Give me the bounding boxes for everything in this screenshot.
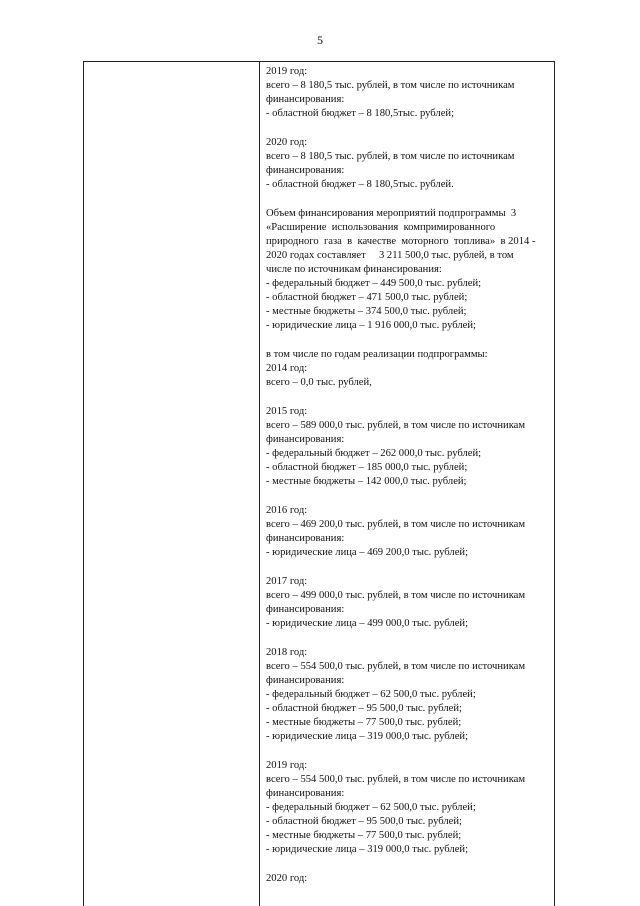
- paragraph-gap: [266, 857, 552, 872]
- text-line: всего – 0,0 тыс. рублей,: [266, 377, 372, 388]
- text-line: - юридические лица – 469 200,0 тыс. рублей;: [266, 547, 469, 558]
- text-line: - федеральный бюджет – 62 500,0 тыс. рублей;: [266, 802, 476, 813]
- page-number: 5: [317, 33, 323, 47]
- financing-table: [83, 61, 555, 906]
- text-line: 2016 год:: [266, 505, 308, 516]
- text-line: всего – 8 180,5 тыс. рублей, в том числе по источникам: [266, 151, 515, 162]
- text-line: финансирования:: [266, 94, 345, 105]
- text-line: 2018 год:: [266, 647, 308, 658]
- paragraph-gap: [266, 390, 552, 405]
- text-line: финансирования:: [266, 788, 345, 799]
- paragraph-gap: [266, 560, 552, 575]
- text-line: - федеральный бюджет – 262 000,0 тыс. рублей;: [266, 448, 482, 459]
- text-line: - областной бюджет – 95 500,0 тыс. рублей;: [266, 703, 462, 714]
- text-line: - юридические лица – 319 000,0 тыс. рублей;: [266, 731, 469, 742]
- text-line: 2017 год:: [266, 576, 308, 587]
- text-line: всего – 589 000,0 тыс. рублей, в том числе по источникам: [266, 420, 526, 431]
- column-divider: [259, 62, 260, 906]
- text-line: - областной бюджет – 471 500,0 тыс. рублей;: [266, 292, 468, 303]
- text-line: Объем финансирования мероприятий подпрограммы 3: [266, 208, 517, 219]
- text-line: - местные бюджеты – 77 500,0 тыс. рублей;: [266, 717, 462, 728]
- paragraph-gap: [266, 631, 552, 646]
- text-line: - юридические лица – 1 916 000,0 тыс. рублей;: [266, 320, 476, 331]
- text-line: - федеральный бюджет – 449 500,0 тыс. рублей;: [266, 278, 482, 289]
- text-line: 2020 год:: [266, 137, 308, 148]
- text-line: - областной бюджет – 8 180,5тыс. рублей;: [266, 108, 455, 119]
- text-line: - местные бюджеты – 77 500,0 тыс. рублей;: [266, 830, 462, 841]
- text-line: 2019 год:: [266, 66, 308, 77]
- text-line: - местные бюджеты – 142 000,0 тыс. рублей;: [266, 476, 467, 487]
- paragraph-gap: [266, 192, 552, 207]
- text-line: всего – 469 200,0 тыс. рублей, в том числе по источникам: [266, 519, 526, 530]
- text-line: 2019 год:: [266, 760, 308, 771]
- text-line: финансирования:: [266, 604, 345, 615]
- paragraph-gap: [266, 489, 552, 504]
- text-line: 2015 год:: [266, 406, 308, 417]
- text-line: всего – 554 500,0 тыс. рублей, в том числе по источникам: [266, 661, 526, 672]
- financing-text-cell: [266, 65, 552, 886]
- text-line: финансирования:: [266, 533, 345, 544]
- paragraph-gap: [266, 121, 552, 136]
- text-line: «Расширение использования компримированного: [266, 222, 496, 233]
- text-line: всего – 554 500,0 тыс. рублей, в том числе по источникам: [266, 774, 526, 785]
- text-line: 2020 годах составляет 3 211 500,0 тыс. рублей, в том: [266, 250, 514, 261]
- text-line: - федеральный бюджет – 62 500,0 тыс. рублей;: [266, 689, 476, 700]
- text-line: - юридические лица – 319 000,0 тыс. рублей;: [266, 844, 469, 855]
- text-line: - областной бюджет – 8 180,5тыс. рублей.: [266, 179, 454, 190]
- text-line: всего – 499 000,0 тыс. рублей, в том числе по источникам: [266, 590, 526, 601]
- text-line: финансирования:: [266, 675, 345, 686]
- text-line: 2014 год:: [266, 363, 308, 374]
- text-line: всего – 8 180,5 тыс. рублей, в том числе по источникам: [266, 80, 515, 91]
- text-line: - юридические лица – 499 000,0 тыс. рублей;: [266, 618, 469, 629]
- text-line: финансирования:: [266, 434, 345, 445]
- text-line: природного газа в качестве моторного топлива» в 2014 -: [266, 236, 536, 247]
- text-line: числе по источникам финансирования:: [266, 264, 442, 275]
- text-line: финансирования:: [266, 165, 345, 176]
- text-line: - местные бюджеты – 374 500,0 тыс. рублей;: [266, 306, 467, 317]
- text-line: - областной бюджет – 95 500,0 тыс. рублей;: [266, 816, 462, 827]
- text-line: 2020 год:: [266, 873, 308, 884]
- paragraph-gap: [266, 744, 552, 759]
- paragraph-gap: [266, 333, 552, 348]
- text-line: - областной бюджет – 185 000,0 тыс. рублей;: [266, 462, 468, 473]
- text-line: в том числе по годам реализации подпрограммы:: [266, 349, 488, 360]
